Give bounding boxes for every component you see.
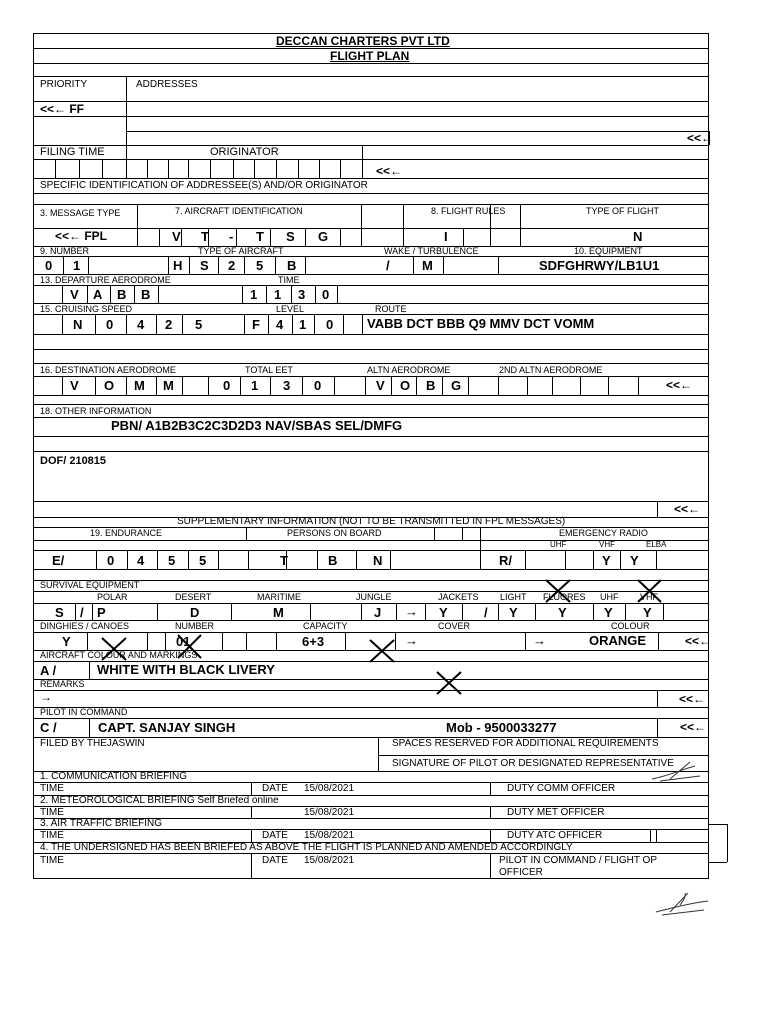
filed-by: FILED BY THEJASWIN [40,738,145,749]
end-marker: <<← [685,634,712,648]
cover-label: COVER [438,621,471,631]
polar-label: POLAR [97,592,128,602]
maritime-value: M [273,605,284,620]
departure-char: V [70,287,79,302]
altn-char: O [400,378,411,393]
eet-char: 1 [251,378,259,393]
survival-s: S [55,605,64,620]
pic-name: CAPT. SANJAY SINGH [98,720,236,735]
type-of-flight-value: N [633,229,643,244]
pob-char: T [280,553,288,568]
comm-briefing: 1. COMMUNICATION BRIEFING [40,771,188,782]
level-label: LEVEL [276,304,305,314]
departure-time-char: 1 [250,287,258,302]
spaces-reserved: SPACES RESERVED FOR ADDITIONAL REQUIREMENTS [392,738,659,749]
speed-char: 0 [106,317,114,332]
aircraft-id-char: S [286,229,295,244]
vhf-label: VHF [599,540,615,549]
message-type-value: <<← FPL [55,229,108,243]
radio-vhf-value: Y [602,553,611,568]
colour-value: ORANGE [589,633,647,648]
jungle-label: JUNGLE [356,592,392,602]
final-date: 15/08/2021 [304,855,355,866]
altn-aerodrome-label: ALTN AERODROME [367,365,451,375]
aircraft-type-char: 5 [256,258,264,273]
polar-value: P [97,605,106,620]
speed-char: N [73,317,83,332]
pic-prefix: C / [40,720,57,735]
endurance-prefix: E/ [52,553,65,568]
cruising-speed-label: 15. CRUISING SPEED [40,304,133,314]
endurance-char: 4 [137,553,145,568]
altn-char: B [426,378,436,393]
aircraft-id-char: V [172,229,181,244]
aircraft-colour-label: AIRCRAFT COLOUR AND MARKINGS [40,650,198,660]
undersigned-statement: 4. THE UNDERSIGNED HAS BEEN BRIEFED AS ABOVE THE FLIGHT IS PLANNED AND AMENDED ACCORDINGLY [40,842,573,853]
maritime-label: MARITIME [257,592,301,602]
cross-mark [370,640,394,662]
end-marker: <<← [680,720,707,734]
arrow-icon: → [533,633,546,648]
altn-char: G [451,378,462,393]
arrow-icon: → [405,633,418,648]
priority-label: PRIORITY [40,79,88,90]
filing-time-label: FILING TIME [40,146,105,158]
altn-char: V [376,378,385,393]
arrow-icon: → [405,604,418,619]
atc-briefing: 3. AIR TRAFFIC BRIEFING [40,818,163,829]
destination-char: M [163,378,174,393]
equipment-value: SDFGHRWY/LB1U1 [539,258,660,273]
level-char: F [252,317,260,332]
eet-char: 0 [314,378,322,393]
date-label: DATE [262,783,288,794]
emergency-radio-label: EMERGENCY RADIO [559,528,648,538]
departure-time-char: 0 [322,287,330,302]
aircraft-id-char: T [256,229,264,244]
jackets-value: Y [439,605,448,620]
dinghies-label: DINGHIES / CANOES [40,621,130,631]
end-marker: <<← [679,692,706,706]
equipment-label: 10. EQUIPMENT [574,246,643,256]
other-info-label: 18. OTHER INFORMATION [40,406,152,416]
endurance-char: 0 [107,553,115,568]
aircraft-type-char: B [287,258,297,273]
fluores-label: FLUORES [543,592,586,602]
duty-atc-officer: DUTY ATC OFFICER [507,830,603,841]
light-value: Y [509,605,518,620]
aircraft-id-char: T [201,229,209,244]
time-label: TIME [40,783,64,794]
departure-label: 13. DEPARTURE AERODROME [40,275,171,285]
speed-char: 2 [165,317,173,332]
number-label: 9. NUMBER [40,246,90,256]
destination-label: 16. DESTINATION AERODROME [40,365,176,375]
endurance-char: 5 [168,553,176,568]
met-briefing: 2. METEOROLOGICAL BRIEFING Self Briefed online [40,795,279,806]
jungle-value: J [374,605,382,620]
aircraft-id-label: 7. AIRCRAFT IDENTIFICATION [175,206,303,216]
departure-time-char: 1 [274,287,282,302]
date-label: DATE [262,830,288,841]
originator-label: ORIGINATOR [210,146,279,158]
aircraft-colour-prefix: A / [40,663,57,678]
endurance-char: 5 [199,553,207,568]
number-char: 1 [73,258,81,273]
addresses-label: ADDRESSES [136,79,198,90]
departure-char: A [93,287,103,302]
duty-met-officer: DUTY MET OFFICER [507,807,605,818]
cross-mark [102,638,126,660]
other-info-line1: PBN/ A1B2B3C2C3D2D3 NAV/SBAS SEL/DMFG [111,418,403,433]
aircraft-colour-value: WHITE WITH BLACK LIVERY [97,662,275,677]
eet-char: 3 [283,378,291,393]
specific-id-label: SPECIFIC IDENTIFICATION OF ADDRESSEE(S) AND/OR ORIGINATOR [40,180,368,191]
colour-label: COLOUR [611,621,650,631]
departure-time-label: TIME [278,275,300,285]
flight-rules-label: 8. FLIGHT RULES [431,206,506,216]
cross-mark [638,580,661,602]
desert-label: DESERT [175,592,212,602]
dinghies-value: Y [62,634,71,649]
date-label: DATE [262,855,288,866]
speed-char: 4 [137,317,145,332]
comm-date: 15/08/2021 [304,783,355,794]
time-label: TIME [40,807,64,818]
speed-char: 5 [195,317,203,332]
departure-char: B [141,287,151,302]
wake-value: M [422,258,433,273]
pic-mobile: Mob - 9500033277 [446,720,557,735]
time-label: TIME [40,830,64,841]
uhf-label: UHF [550,540,567,549]
light-label: LIGHT [500,592,527,602]
elba-label: ELBA [646,540,667,549]
dinghy-number-label: NUMBER [175,621,215,631]
persons-on-board-label: PERSONS ON BOARD [287,528,382,538]
wake-turbulence-label: WAKE / TURBULENCE [384,246,479,256]
cross-mark [546,580,570,602]
aircraft-id-char: - [229,229,234,244]
level-char: 1 [299,317,307,332]
aircraft-type-char: S [200,258,209,273]
wake-separator: / [386,258,390,273]
end-marker: <<← [666,378,693,392]
radio-elba-value: Y [630,553,639,568]
desert-value: D [190,605,200,620]
time-label: TIME [40,855,64,866]
level-char: 4 [276,317,284,332]
vhf-survival-value: Y [643,605,652,620]
cross-mark [437,672,461,694]
duty-comm-officer: DUTY COMM OFFICER [507,783,616,794]
flight-rules-value: I [444,229,448,244]
end-marker: <<← [674,502,701,516]
end-marker: <<← [687,131,714,145]
other-info-line2: DOF/ 210815 [40,455,107,467]
survival-slash: / [80,605,84,620]
aircraft-type-char: H [173,258,183,273]
atc-date: 15/08/2021 [304,830,355,841]
vhf-survival-label: VHF [640,592,658,602]
signature-label: SIGNATURE OF PILOT OR DESIGNATED REPRESENTATIVE [392,758,674,769]
arrow-icon: → [40,690,52,704]
message-type-label: 3. MESSAGE TYPE [40,208,121,218]
met-date: 15/08/2021 [304,807,355,818]
level-char: 0 [326,317,334,332]
destination-char: M [134,378,145,393]
cross-mark [178,635,201,658]
priority-value: <<← FF [40,102,85,116]
type-of-flight-label: TYPE OF FLIGHT [586,206,660,216]
endurance-label: 19. ENDURANCE [90,528,163,538]
pilot-in-command-label: PILOT IN COMMAND [40,707,128,717]
uhf-survival-label: UHF [600,592,619,602]
destination-char: O [104,378,115,393]
total-eet-label: TOTAL EET [245,365,293,375]
signature-mark [652,762,708,915]
remarks-label: REMARKS [40,679,85,689]
pob-char: B [328,553,338,568]
destination-char: V [70,378,79,393]
route-value: VABB DCT BBB Q9 MMV DCT VOMM [367,316,595,331]
capacity-label: CAPACITY [303,621,348,631]
survival-equipment-label: SURVIVAL EQUIPMENT [40,580,140,590]
cross-marks [102,580,661,694]
survival-slash-2: / [484,605,488,620]
route-label: ROUTE [375,304,407,314]
dinghy-number-value: 01 [176,634,191,649]
fluores-value: Y [558,605,567,620]
pob-char: N [373,553,383,568]
departure-char: B [117,287,127,302]
aircraft-id-char: G [318,229,329,244]
radio-prefix: R/ [499,553,512,568]
capacity-value: 6+3 [302,634,325,649]
end-marker: <<← [376,164,403,178]
supplementary-label: SUPPLEMENTARY INFORMATION (NOT TO BE TRANSMITTED IN FPL MESSAGES) [177,516,566,527]
form-title: FLIGHT PLAN [330,49,410,63]
eet-char: 0 [223,378,231,393]
second-altn-label: 2ND ALTN AERODROME [499,365,603,375]
type-of-aircraft-label: TYPE OF AIRCRAFT [198,246,284,256]
departure-time-char: 3 [298,287,306,302]
jackets-label: JACKETS [438,592,479,602]
pic-flight-op-line2: OFFICER [499,867,543,878]
pic-flight-op-line1: PILOT IN COMMAND / FLIGHT OP [499,855,657,866]
aircraft-type-char: 2 [228,258,236,273]
company-name: DECCAN CHARTERS PVT LTD [276,34,450,48]
number-char: 0 [45,258,53,273]
uhf-survival-value: Y [604,605,613,620]
